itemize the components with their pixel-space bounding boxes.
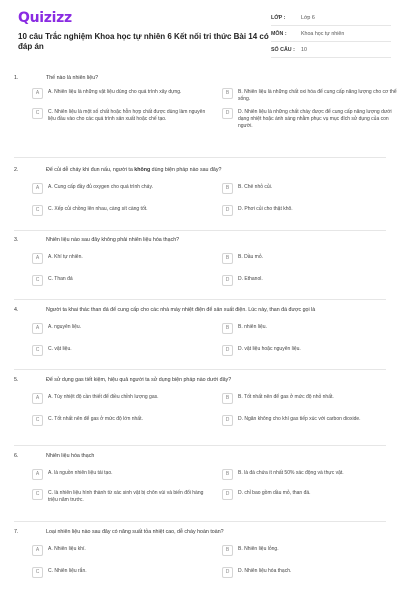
question-keyword: không	[134, 167, 151, 173]
option-letter: C	[32, 567, 43, 578]
options-grid	[32, 394, 400, 426]
option-b[interactable]	[222, 470, 400, 480]
option-letter: C	[32, 108, 43, 119]
option-b[interactable]	[222, 184, 400, 194]
question-list	[0, 74, 400, 598]
options-grid	[32, 546, 400, 578]
question-text-part: Để củi dễ cháy khi đun nấu, người ta	[46, 167, 135, 173]
option-text: B. nhiên liệu.	[238, 324, 267, 330]
option-a[interactable]	[32, 324, 212, 334]
meta-row-subject	[271, 26, 391, 42]
option-c[interactable]	[32, 109, 212, 130]
options-grid	[32, 254, 400, 286]
worksheet-title: 10 câu Trắc nghiệm Khoa học tự nhiên 6 Kết nối tri thức Bài 14 có đáp án	[18, 32, 269, 51]
option-letter: C	[32, 205, 43, 216]
meta-key: MÔN :	[271, 30, 287, 37]
option-a[interactable]	[32, 254, 212, 264]
question-number: 5.	[14, 377, 19, 383]
divider	[14, 445, 386, 446]
meta-key: SỐ CÂU :	[271, 46, 295, 53]
option-letter: C	[32, 489, 43, 500]
question-header	[0, 452, 400, 460]
question-text: Nhiên liệu nào sau đây không phải nhiên liệu hóa thạch?	[46, 237, 180, 243]
question-text: Loại nhiên liệu nào sau đây có năng suất tỏa nhiệt cao, dễ cháy hoàn toàn?	[46, 529, 224, 535]
question-text	[46, 166, 400, 174]
question-number: 2.	[14, 167, 19, 173]
question-item	[0, 306, 400, 376]
option-letter: D	[222, 489, 233, 500]
meta-value: 10	[301, 46, 307, 53]
option-text: D. vật liệu hoặc nguyên liệu.	[238, 346, 301, 352]
question-header	[0, 236, 400, 244]
option-letter: D	[222, 205, 233, 216]
option-a[interactable]	[32, 470, 212, 480]
option-text: A. Cung cấp đầy đủ oxygen cho quá trình cháy.	[48, 184, 153, 190]
option-text: D. Nhiên liệu hóa thạch.	[238, 568, 292, 574]
meta-value: Lớp 6	[301, 14, 315, 21]
option-text: B. Nhiên liệu là những chất oxi hóa để cung cấp năng lượng cho cơ thể sống.	[238, 89, 397, 102]
option-text: B. Chẻ nhỏ củi.	[238, 184, 273, 190]
option-letter: A	[32, 545, 43, 556]
divider	[14, 369, 386, 370]
question-text-part: dùng biện pháp nào sau đây?	[150, 167, 222, 173]
option-a[interactable]	[32, 394, 212, 404]
option-letter: A	[32, 469, 43, 480]
option-text: C. Xếp củi chồng lên nhau, càng sít càng tốt.	[48, 206, 148, 212]
option-text: D. Ngăn không cho khí gas tiếp xúc với carbon dioxide.	[238, 416, 361, 422]
option-text: D. chỉ bao gồm dầu mỏ, than đá.	[238, 490, 311, 496]
option-text: B. Tốt nhất nên để gas ở mức độ nhỏ nhất.	[238, 394, 334, 400]
option-letter: B	[222, 469, 233, 480]
option-text: D. Phơi củi cho thật khô.	[238, 206, 293, 212]
option-letter: D	[222, 415, 233, 426]
option-text: B. Nhiên liệu lỏng.	[238, 546, 279, 552]
option-text: B. là đá chứa ít nhất 50% xác động và thực vật.	[238, 470, 344, 476]
option-text: D. Nhiên liệu là những chất cháy được để cung cấp năng lượng dưới dạng nhiệt hoặc ánh sáng nhằm phục vụ mục đích sử dụng của con người.	[238, 109, 392, 129]
option-a[interactable]	[32, 546, 212, 556]
options-grid	[32, 324, 400, 356]
option-letter: A	[32, 88, 43, 99]
option-d[interactable]	[222, 416, 400, 426]
option-c[interactable]	[32, 490, 212, 504]
option-letter: D	[222, 108, 233, 119]
option-text: B. Dầu mỏ.	[238, 254, 264, 260]
option-c[interactable]	[32, 206, 212, 216]
option-letter: C	[32, 275, 43, 286]
option-text: C. vật liệu.	[48, 346, 72, 352]
option-b[interactable]	[222, 394, 400, 404]
option-text: C. Than đá	[48, 276, 73, 282]
option-text: C. Nhiên liệu rắn.	[48, 568, 87, 574]
option-c[interactable]	[32, 346, 212, 356]
option-text: A. Nhiên liệu là những vật liệu dùng cho quá trình xây dựng.	[48, 89, 182, 95]
option-a[interactable]	[32, 89, 212, 103]
question-item	[0, 166, 400, 236]
question-number: 3.	[14, 237, 19, 243]
option-text: A. nguyên liệu.	[48, 324, 82, 330]
option-letter: B	[222, 88, 233, 99]
divider	[14, 157, 386, 158]
option-c[interactable]	[32, 276, 212, 286]
option-letter: A	[32, 393, 43, 404]
meta-row-class	[271, 10, 391, 26]
option-letter: B	[222, 183, 233, 194]
question-header	[0, 376, 400, 384]
divider	[14, 299, 386, 300]
option-c[interactable]	[32, 568, 212, 578]
option-text: A. Khí tự nhiên.	[48, 254, 83, 260]
question-item	[0, 236, 400, 306]
question-header	[0, 74, 400, 82]
question-header	[0, 166, 400, 174]
option-letter: B	[222, 323, 233, 334]
option-d[interactable]	[222, 568, 400, 578]
question-item	[0, 528, 400, 598]
option-d[interactable]	[222, 206, 400, 216]
options-grid	[32, 470, 400, 504]
options-grid	[32, 184, 400, 216]
question-text: Để sử dụng gas tiết kiệm, hiệu quả người ta sử dụng biện pháp nào dưới đây?	[46, 377, 232, 383]
option-d[interactable]	[222, 276, 400, 286]
option-text: C. Tốt nhất nên để gas ở mức độ lớn nhất.	[48, 416, 143, 422]
question-number: 4.	[14, 307, 19, 313]
question-text: Nhiên liệu hóa thạch	[46, 453, 95, 459]
option-d[interactable]	[222, 346, 400, 356]
option-letter: A	[32, 253, 43, 264]
question-number: 6.	[14, 453, 19, 459]
option-text: C. là nhiên liệu hình thành từ xác sinh vật bị chôn vùi và biến đổi hàng triệu năm trước.	[48, 490, 204, 503]
option-letter: B	[222, 393, 233, 404]
question-text: Thế nào là nhiên liệu?	[46, 75, 99, 81]
meta-value: Khoa học tự nhiên	[301, 30, 345, 37]
divider	[14, 230, 386, 231]
question-number: 7.	[14, 529, 19, 535]
option-letter: B	[222, 253, 233, 264]
meta-row-count	[271, 42, 391, 58]
option-letter: D	[222, 345, 233, 356]
meta-table	[271, 10, 391, 58]
option-b[interactable]	[222, 89, 400, 103]
question-item	[0, 376, 400, 452]
option-letter: C	[32, 415, 43, 426]
question-header	[0, 528, 400, 536]
option-d[interactable]	[222, 109, 400, 130]
option-text: A. Tùy nhiệt độ cần thiết để điều chỉnh lượng gas.	[48, 394, 159, 400]
quizizz-logo: Quizizz	[18, 10, 72, 26]
option-letter: A	[32, 183, 43, 194]
option-c[interactable]	[32, 416, 212, 426]
option-text: A. Nhiên liệu khí.	[48, 546, 86, 552]
divider	[14, 521, 386, 522]
option-letter: A	[32, 323, 43, 334]
option-a[interactable]	[32, 184, 212, 194]
option-text: D. Ethanol.	[238, 276, 263, 282]
option-b[interactable]	[222, 546, 400, 556]
option-text: A. là nguồn nhiên liệu tái tạo.	[48, 470, 113, 476]
option-b[interactable]	[222, 254, 400, 264]
option-letter: D	[222, 567, 233, 578]
options-grid	[32, 89, 400, 130]
option-b[interactable]	[222, 324, 400, 334]
meta-key: LỚP :	[271, 14, 286, 21]
question-header	[0, 306, 400, 314]
question-number: 1.	[14, 75, 19, 81]
option-letter: C	[32, 345, 43, 356]
option-d[interactable]	[222, 490, 400, 504]
option-letter: B	[222, 545, 233, 556]
question-text: Người ta khai thác than đá để cung cấp cho các nhà máy nhiệt điện để sản xuất điện. Lúc này, than đá được gọi là	[46, 307, 316, 313]
option-text: C. Nhiên liệu là một số chất hoặc hỗn hợp chất được dùng làm nguyên liệu đầu vào cho các quá trình sản xuất hoặc chế tạo.	[48, 109, 206, 122]
question-item	[0, 74, 400, 166]
option-letter: D	[222, 275, 233, 286]
question-item	[0, 452, 400, 528]
